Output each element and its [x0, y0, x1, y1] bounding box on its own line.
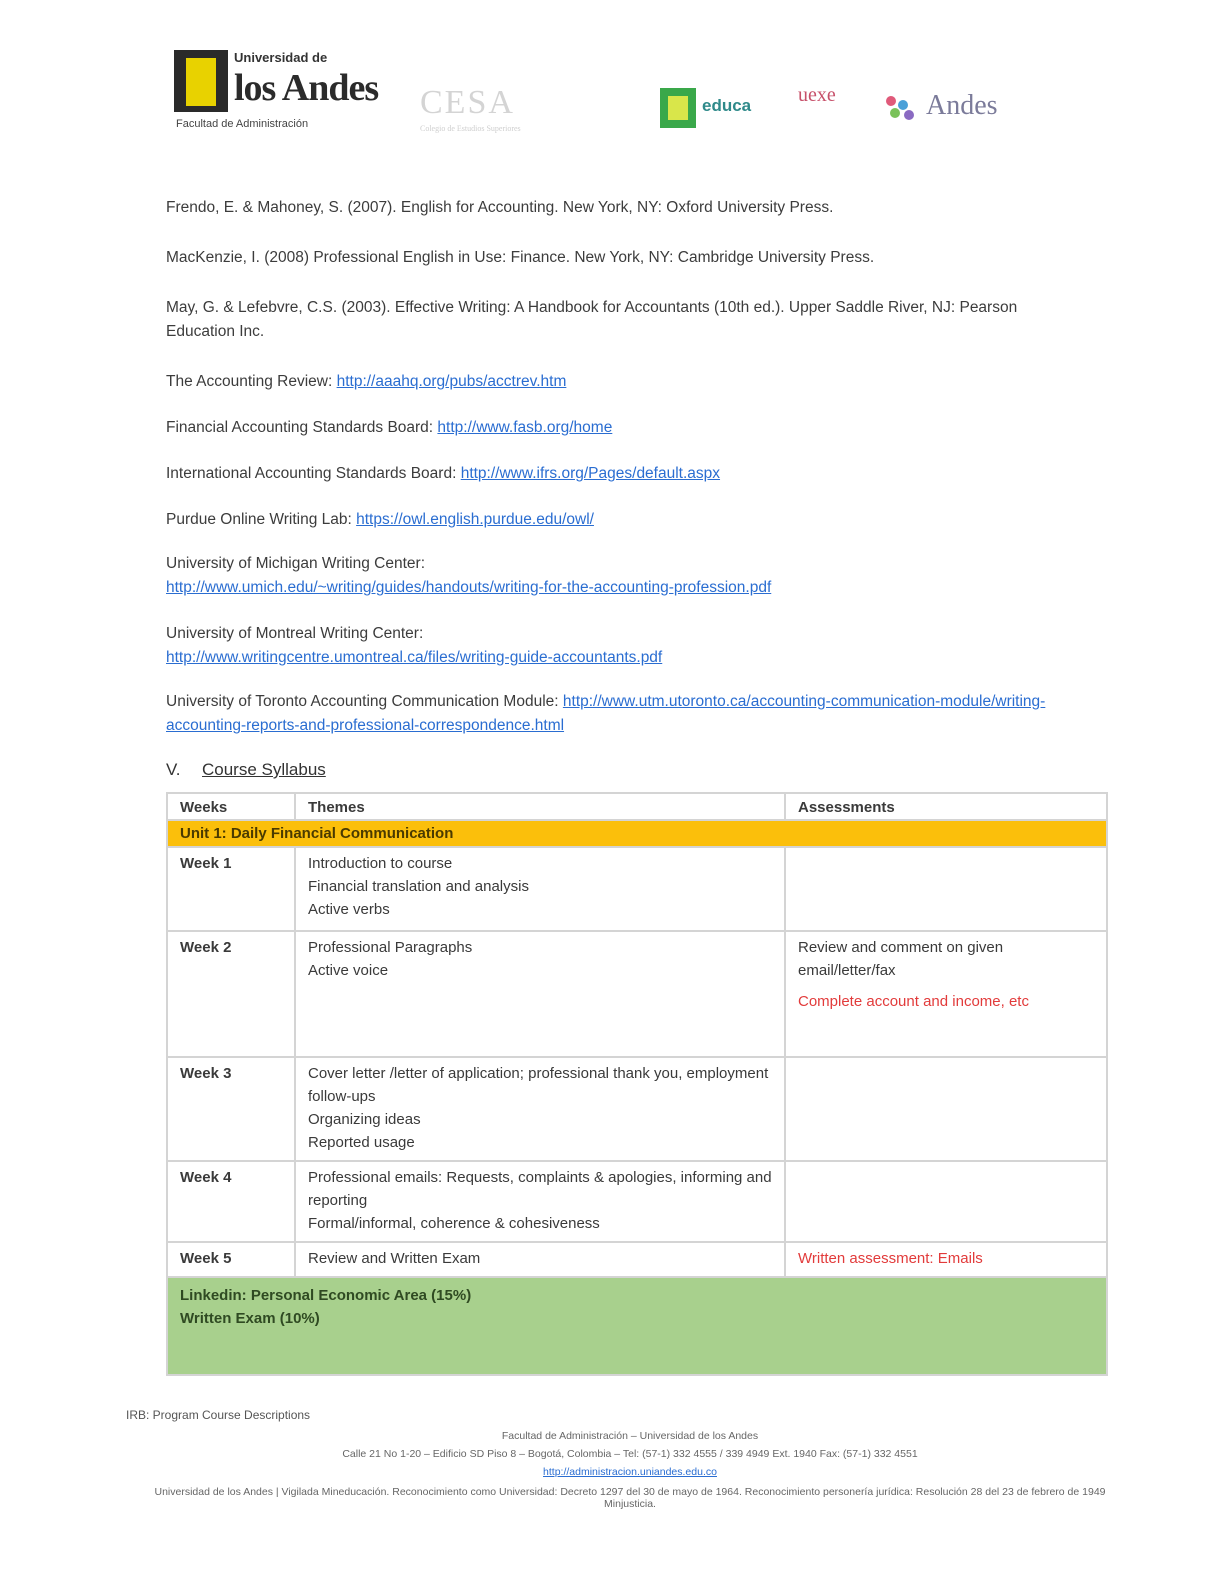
- theme-line: Reported usage: [308, 1134, 415, 1151]
- syllabus-table: [166, 792, 1108, 1376]
- theme-line: Introduction to course: [308, 855, 453, 872]
- reference-text: Purdue Online Writing Lab:: [166, 511, 357, 528]
- theme-line: Professional emails: Requests, complaints & apologies, informing and reporting: [308, 1169, 772, 1209]
- footer-website-link[interactable]: http://administracion.uniandes.edu.co: [543, 1466, 717, 1478]
- themes-cell: [295, 1057, 785, 1161]
- reference-link[interactable]: http://www.umich.edu/~writing/guides/handouts/writing-for-the-accounting-profession.pdf: [166, 579, 772, 596]
- reference-text: International Accounting Standards Board:: [166, 465, 461, 482]
- footer-link-line: [150, 1466, 1110, 1478]
- cesa-logo-subtitle: Colegio de Estudios Superiores: [420, 124, 521, 133]
- reference-item: [166, 622, 1076, 670]
- summary-cell: [167, 1277, 1107, 1375]
- partner-logo-1: [660, 86, 778, 130]
- table-row: [167, 847, 1107, 931]
- uniandes-logo: [174, 48, 389, 136]
- reference-text: May, G. & Lefebvre, C.S. (2003). Effective Writing: A Handbook for Accountants (10th ed.). Upper Saddle River, NJ: Pearson Education Inc.: [166, 299, 1018, 340]
- column-header-themes: Themes: [295, 793, 785, 820]
- partner-dots-icon: [886, 96, 920, 120]
- reference-text: University of Michigan Writing Center:: [166, 555, 425, 572]
- column-header-assessments: Assessments: [785, 793, 1107, 820]
- partner-logo-1-text: educa: [702, 96, 752, 115]
- reference-item: [166, 196, 1076, 220]
- reference-text: University of Toronto Accounting Communication Module:: [166, 693, 563, 710]
- summary-line: Linkedin: Personal Economic Area (15%): [180, 1287, 472, 1304]
- unit-title: Unit 1: Daily Financial Communication: [167, 820, 1107, 847]
- section-number: V.: [166, 760, 181, 779]
- section-title: Course Syllabus: [202, 760, 326, 779]
- reference-item: [166, 246, 1076, 270]
- theme-line: Cover letter /letter of application; professional thank you, employment follow-ups: [308, 1065, 769, 1105]
- week-cell: Week 2: [167, 931, 295, 1057]
- theme-line: Active voice: [308, 962, 389, 979]
- theme-line: Financial translation and analysis: [308, 878, 529, 895]
- themes-cell: [295, 931, 785, 1057]
- reference-link[interactable]: http://www.writingcentre.umontreal.ca/files/writing-guide-accountants.pdf: [166, 649, 663, 666]
- uniandes-emblem-icon: [174, 50, 228, 112]
- footer-line-4: Universidad de los Andes | Vigilada Mineducación. Reconocimiento como Universidad: Decreto 1297 del 30 de mayo de 1964. Reconocimiento personería jurídica: Resolución 28 del 23 de febrero de 1949 Minjusticia.: [154, 1486, 1106, 1510]
- summary-row: [167, 1277, 1107, 1375]
- assessment-highlight: Complete account and income, etc: [798, 993, 1029, 1010]
- assessment-highlight: Written assessment: Emails: [798, 1250, 983, 1267]
- reference-link[interactable]: http://aaahq.org/pubs/acctrev.htm: [336, 373, 567, 390]
- summary-line: Written Exam (10%): [180, 1310, 320, 1327]
- table-row: [167, 1057, 1107, 1161]
- uniandes-logo-line3: Facultad de Administración: [176, 118, 309, 130]
- table-header-row: [167, 793, 1107, 820]
- uniandes-logo-line2: los Andes: [234, 67, 379, 109]
- theme-line: Review and Written Exam: [308, 1250, 481, 1267]
- reference-item: [166, 370, 1076, 394]
- reference-text: University of Montreal Writing Center:: [166, 625, 424, 642]
- section-heading: [166, 760, 326, 780]
- assessment-cell: [785, 931, 1107, 1057]
- reference-link[interactable]: http://www.fasb.org/home: [437, 419, 613, 436]
- week-cell: Week 4: [167, 1161, 295, 1242]
- footer-line-1: Facultad de Administración – Universidad de los Andes: [501, 1430, 759, 1442]
- table-row: [167, 931, 1107, 1057]
- reference-link[interactable]: https://owl.english.purdue.edu/owl/: [356, 511, 594, 528]
- partner-logo-3-text: Andes: [926, 90, 998, 121]
- assessment-text: Review and comment on given email/letter/fax: [798, 939, 1004, 979]
- reference-link[interactable]: http://www.ifrs.org/Pages/default.aspx: [460, 465, 721, 482]
- theme-line: Organizing ideas: [308, 1111, 421, 1128]
- unit-row: [167, 820, 1107, 847]
- partner-logo-2: uexe: [798, 84, 836, 106]
- reference-item: [166, 552, 1076, 600]
- reference-item: [166, 690, 1076, 738]
- themes-cell: [295, 1161, 785, 1242]
- reference-text: Frendo, E. & Mahoney, S. (2007). English for Accounting. New York, NY: Oxford University Press.: [166, 199, 834, 216]
- reference-text: The Accounting Review:: [166, 373, 337, 390]
- theme-line: Active verbs: [308, 901, 390, 918]
- reference-item: [166, 296, 1076, 344]
- week-cell: Week 5: [167, 1242, 295, 1277]
- themes-cell: [295, 847, 785, 931]
- reference-item: [166, 508, 1076, 532]
- week-cell: Week 1: [167, 847, 295, 931]
- table-row: [167, 1161, 1107, 1242]
- theme-line: Professional Paragraphs: [308, 939, 473, 956]
- uniandes-logo-line1: Universidad de: [234, 50, 328, 65]
- reference-link[interactable]: http://www.utm.utoronto.ca/accounting-communication-module/writing-accounting-reports-and-professional-correspondence.html: [166, 693, 1046, 734]
- cesa-logo: [420, 84, 521, 133]
- reference-text: Financial Accounting Standards Board:: [166, 419, 438, 436]
- footer-document-label: IRB: Program Course Descriptions: [126, 1408, 311, 1422]
- assessment-cell: [785, 1057, 1107, 1161]
- table-row: [167, 1242, 1107, 1277]
- assessment-cell: [785, 1161, 1107, 1242]
- assessment-cell: [785, 1242, 1107, 1277]
- partner-square-icon: [660, 88, 696, 128]
- cesa-logo-text: CESA: [420, 84, 515, 121]
- reference-item: [166, 416, 1076, 440]
- column-header-weeks: Weeks: [167, 793, 295, 820]
- week-cell: Week 3: [167, 1057, 295, 1161]
- partner-logo-3: [886, 86, 1016, 130]
- page-header: [170, 44, 1030, 140]
- themes-cell: [295, 1242, 785, 1277]
- reference-text: MacKenzie, I. (2008) Professional English in Use: Finance. New York, NY: Cambridge University Press.: [166, 249, 875, 266]
- reference-item: [166, 462, 1076, 486]
- theme-line: Formal/informal, coherence & cohesiveness: [308, 1215, 600, 1232]
- assessment-cell: [785, 847, 1107, 931]
- footer-line-2: Calle 21 No 1-20 – Edificio SD Piso 8 – Bogotá, Colombia – Tel: (57-1) 332 4555 / 339 4949 Ext. 1940 Fax: (57-1) 332 4551: [342, 1448, 918, 1460]
